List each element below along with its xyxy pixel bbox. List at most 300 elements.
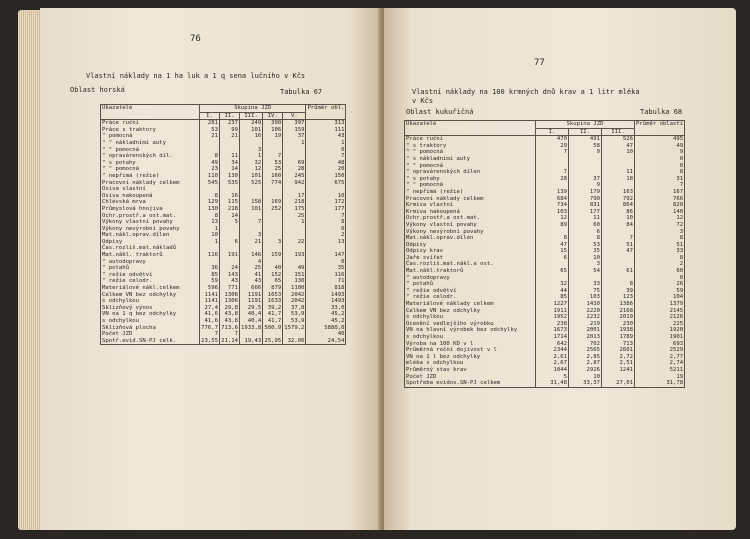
table-cell: 3 (263, 239, 283, 246)
table-cell: 158 (240, 199, 263, 206)
table-cell (283, 226, 306, 233)
table-cell: 3 (240, 232, 263, 239)
table-cell: 31 (635, 176, 685, 183)
table-cell: 14 (220, 213, 240, 220)
table-cell: 43 (240, 278, 263, 285)
row-label: Práce s traktory (101, 127, 200, 134)
row-label: " režie celodr. (101, 278, 200, 285)
table-row (101, 338, 346, 345)
table-cell (263, 193, 283, 200)
left-col-header: IV. (263, 112, 283, 120)
row-label: Mat.nákl.oprav.dílen (101, 232, 200, 239)
table-cell: 175 (283, 206, 306, 213)
row-label: Odpisy (101, 239, 200, 246)
row-label: Výkony vlastní povahy (405, 222, 536, 229)
table-cell: 19 (263, 133, 283, 140)
table-cell: 40 (263, 265, 283, 272)
left-col-header: I. (200, 112, 220, 120)
table-cell: 11 (220, 153, 240, 160)
right-table-label: Tabulka 68 (640, 108, 683, 116)
row-label: Materiálové nákl.celkem (101, 285, 200, 292)
table-row (405, 156, 685, 163)
table-cell: 10 (602, 215, 635, 222)
table-cell: 43 (306, 133, 346, 140)
table-cell: 37 (569, 176, 602, 183)
row-label: Výkony vlastní povahy (101, 219, 200, 226)
table-cell: 160 (263, 173, 283, 180)
table-cell: 53 (200, 127, 220, 134)
table-cell (283, 232, 306, 239)
table-cell: 7 (220, 331, 240, 338)
table-cell (200, 186, 220, 193)
table-row (405, 314, 685, 321)
table-cell: 792 (602, 196, 635, 203)
table-cell: 28 (536, 176, 569, 183)
table-cell: 545 (200, 180, 220, 187)
table-cell: 7 (306, 213, 346, 220)
row-label: " " pomocná (101, 147, 200, 154)
table-cell: 177 (306, 206, 346, 213)
right-col-indicator: Ukazatelé (405, 121, 536, 136)
table-cell: 766 (635, 196, 685, 203)
table-cell: 86 (602, 209, 635, 216)
table-row (101, 318, 346, 325)
table-cell: 37 (283, 133, 306, 140)
table-row (405, 136, 685, 143)
table-cell: 10 (200, 232, 220, 239)
table-row (101, 140, 346, 147)
table-cell: 2,85 (569, 354, 602, 361)
table-cell: 41,7 (263, 318, 283, 325)
table-cell: 666 (240, 285, 263, 292)
row-label: " s traktory (405, 143, 536, 150)
row-label: Práce ruční (101, 120, 200, 127)
row-label: " autodopravy (405, 275, 536, 282)
table-cell: 8 (635, 255, 685, 262)
table-row (101, 133, 346, 140)
left-col-header: II. (220, 112, 240, 120)
table-cell: 397 (283, 120, 306, 127)
table-cell: 23 (200, 166, 220, 173)
table-cell: 12 (635, 215, 685, 222)
table-cell: 32 (240, 160, 263, 167)
table-cell: 1306 (220, 298, 240, 305)
table-row (405, 268, 685, 275)
table-cell (602, 374, 635, 381)
table-cell: 33 (569, 281, 602, 288)
table-row (405, 281, 685, 288)
row-label: Průměrný stav krav (405, 367, 536, 374)
row-label: s odchylkou (405, 314, 536, 321)
table-row (101, 153, 346, 160)
table-cell: 238 (536, 321, 569, 328)
row-label: VN na 1 q bez odchylky (101, 311, 200, 318)
table-cell: 18 (602, 176, 635, 183)
table-cell: 249 (240, 120, 263, 127)
table-cell: 0 (306, 147, 346, 154)
table-cell: 2013 (569, 334, 602, 341)
table-cell: 5880,0 (306, 325, 346, 332)
row-label: Osiva nakoupená (101, 193, 200, 200)
table-cell: 61 (602, 268, 635, 275)
table-cell: 110 (200, 173, 220, 180)
table-row (405, 235, 685, 242)
table-cell: 9 (635, 149, 685, 156)
table-row (101, 311, 346, 318)
table-cell: 1430 (569, 301, 602, 308)
table-row (101, 206, 346, 213)
table-cell: 25 (240, 265, 263, 272)
table-cell: 40,4 (240, 318, 263, 325)
table-cell (283, 186, 306, 193)
row-label: Jaře svířat (405, 255, 536, 262)
row-label: s odchylkou (405, 334, 536, 341)
row-label: VN na hlavní výrobek bez odchylky (405, 327, 536, 334)
row-label: Ochr.prostř.a ost.mat. (101, 213, 200, 220)
table-cell (240, 213, 263, 220)
row-label: Celkem VN bez odchylky (101, 292, 200, 299)
table-cell: 580,9 (264, 324, 282, 331)
table-cell (569, 169, 602, 176)
table-cell: 1493 (306, 292, 346, 299)
row-label: s odchylkou (101, 318, 200, 325)
table-cell: 40,4 (240, 311, 263, 318)
table-cell (240, 245, 263, 252)
table-cell: 879 (263, 285, 283, 292)
table-row (101, 331, 346, 338)
table-cell: 2926 (569, 367, 602, 374)
table-cell: 8 (306, 219, 346, 226)
table-cell (263, 186, 283, 193)
table-cell (536, 261, 569, 268)
table-cell (263, 331, 283, 338)
table-cell: 9 (569, 182, 602, 189)
row-label: Mat.nákl. traktorů (101, 252, 200, 259)
table-row (405, 347, 685, 354)
table-cell: 1386 (602, 301, 635, 308)
table-cell: 1 (283, 219, 306, 226)
table-row (101, 325, 346, 332)
table-cell: 0 (635, 275, 685, 282)
table-cell: 13 (306, 239, 346, 246)
table-cell: 2220 (569, 308, 602, 315)
row-label: s odchylkou (101, 298, 200, 305)
table-cell (220, 232, 240, 239)
table-cell (602, 275, 635, 282)
left-col-group: Skupina JZD (200, 105, 306, 113)
table-cell: 0 (306, 226, 346, 233)
table-cell: 143 (220, 272, 240, 279)
row-label: VN na 1 l bez odchylky (405, 354, 536, 361)
table-cell: 151 (283, 272, 306, 279)
table-cell: 790 (569, 196, 602, 203)
table-row (405, 222, 685, 229)
table-cell: 29,5 (240, 305, 263, 312)
table-cell: 69 (283, 160, 306, 167)
row-label: " " nákladními auty (101, 140, 200, 147)
table-cell: 71 (306, 278, 346, 285)
table-cell: 16 (220, 193, 240, 200)
table-cell: 191 (220, 252, 240, 259)
table-cell: 16 (240, 133, 263, 140)
row-label: Čas.rozliš.mat.nákl.a ost. (405, 261, 536, 268)
table-cell: 8 (200, 193, 220, 200)
table-cell: 1952 (536, 314, 569, 321)
table-cell (283, 147, 306, 154)
left-col-avg: Průměr obl. (306, 105, 346, 120)
table-row (101, 298, 346, 305)
table-cell: 2001 (569, 327, 602, 334)
table-cell: 12 (240, 166, 263, 173)
table-cell: 1191 (240, 292, 263, 299)
table-cell: 219 (569, 321, 602, 328)
table-cell (240, 193, 263, 200)
table-cell: 7 (602, 235, 635, 242)
table-cell (536, 163, 569, 170)
table-cell: 31,48 (536, 380, 569, 387)
table-cell: 25,95 (264, 337, 282, 344)
row-label: Pracovní náklady celkem (101, 180, 200, 187)
row-label: " " pomocná (405, 182, 536, 189)
table-cell: 101 (240, 173, 263, 180)
table-row (101, 186, 346, 193)
row-label: " " pomocná (405, 149, 536, 156)
table-cell: 5 (220, 219, 240, 226)
table-cell: 9 (569, 149, 602, 156)
table-cell: 24 (220, 265, 240, 272)
table-cell: 21,14 (221, 337, 238, 344)
table-cell: 44 (536, 288, 569, 295)
row-label: mléka s odchylkou (405, 360, 536, 367)
table-cell: 11 (602, 169, 635, 176)
table-cell: 167 (635, 189, 685, 196)
table-row (405, 334, 685, 341)
table-cell: 734 (536, 202, 569, 209)
table-cell: 36 (200, 265, 220, 272)
table-cell: 1100 (283, 285, 306, 292)
table-cell: 1044 (536, 367, 569, 374)
table-cell: 2601 (602, 347, 635, 354)
table-cell: 8 (200, 213, 220, 220)
table-cell: 49 (635, 143, 685, 150)
table-cell: 7 (306, 153, 346, 160)
table-cell: 2,74 (635, 360, 685, 367)
table-cell: 5211 (635, 367, 685, 374)
table-cell: 2,77 (635, 354, 685, 361)
table-cell: 177 (569, 209, 602, 216)
table-cell: 130 (283, 278, 306, 285)
table-cell: 1306 (220, 292, 240, 299)
row-label: " pomocná (101, 133, 200, 140)
table-cell: 89 (536, 222, 569, 229)
table-cell: 1653 (263, 292, 283, 299)
table-cell (602, 255, 635, 262)
table-row (405, 242, 685, 249)
table-row (101, 127, 346, 134)
left-page-title: Vlastní náklady na 1 ha luk a 1 q sena lučního v Kčs (86, 72, 306, 80)
table-row (101, 199, 346, 206)
table-cell (220, 245, 240, 252)
row-label: Ocenění vedlejšího výrobku (405, 321, 536, 328)
table-cell: 103 (569, 294, 602, 301)
open-book (8, 2, 746, 534)
table-cell: 1714 (536, 334, 569, 341)
table-cell: 51 (602, 242, 635, 249)
table-cell: 41,6 (200, 318, 220, 325)
table-cell: 1673 (536, 327, 569, 334)
table-cell: 37,8 (283, 305, 306, 312)
table-cell: 123 (602, 294, 635, 301)
table-cell: 7 (200, 331, 220, 338)
table-cell: 7 (536, 169, 569, 176)
row-label: " s potahy (405, 176, 536, 183)
table-row (101, 292, 346, 299)
table-cell: 29 (536, 143, 569, 150)
table-cell: 1938 (602, 327, 635, 334)
table-cell: 1 (240, 153, 263, 160)
table-cell: 3 (569, 261, 602, 268)
table-cell (306, 245, 346, 252)
row-label: Spotřeba evidov.SN-PJ celkem (405, 380, 536, 387)
right-col-group: Skupina JZD (536, 121, 635, 129)
table-cell: 146 (240, 252, 263, 259)
table-cell: 1 (200, 226, 220, 233)
table-cell (240, 140, 263, 147)
table-cell: 179 (569, 189, 602, 196)
table-cell: 491 (569, 136, 602, 143)
left-table (100, 104, 346, 345)
table-cell (536, 156, 569, 163)
table-cell: 1141 (200, 298, 220, 305)
table-cell: 8 (200, 153, 220, 160)
table-cell: 535 (220, 180, 240, 187)
left-region: Oblast horská (70, 86, 125, 94)
row-label: " " pomocná (101, 166, 200, 173)
table-cell: 139 (536, 189, 569, 196)
table-cell: 85 (200, 272, 220, 279)
table-cell: 2232 (569, 314, 602, 321)
row-label: Práce ruční (405, 136, 536, 143)
table-cell: 22 (283, 239, 306, 246)
table-cell: 85 (536, 294, 569, 301)
row-label: " s nákladními auty (405, 156, 536, 163)
table-cell (306, 186, 346, 193)
table-cell: 159 (283, 127, 306, 134)
table-cell: 47 (536, 242, 569, 249)
table-cell: 1920 (635, 327, 685, 334)
table-cell: 2 (306, 232, 346, 239)
table-cell: 129 (200, 199, 220, 206)
table-cell (200, 147, 220, 154)
table-cell: 2042 (283, 298, 306, 305)
row-label: " s potahy (101, 160, 200, 167)
table-cell: 58 (569, 143, 602, 150)
table-cell: 0 (635, 156, 685, 163)
table-cell: 41,7 (263, 311, 283, 318)
table-cell: 47 (602, 248, 635, 255)
table-cell: 1901 (635, 334, 685, 341)
row-label: Výkony nevýrobní povahy (101, 226, 200, 233)
table-row (101, 252, 346, 259)
table-cell: 7 (240, 219, 263, 226)
table-cell: 25 (263, 166, 283, 173)
table-row (405, 275, 685, 282)
table-cell (602, 163, 635, 170)
table-cell: 252 (263, 206, 283, 213)
table-cell: 1 (200, 239, 220, 246)
table-row (405, 301, 685, 308)
row-label: Počet JZD (101, 331, 200, 338)
table-row (405, 182, 685, 189)
table-cell: 2168 (602, 308, 635, 315)
table-cell: 245 (283, 173, 306, 180)
table-cell: 147 (306, 252, 346, 259)
table-cell (220, 226, 240, 233)
table-cell: 2145 (635, 308, 685, 315)
table-cell: 35 (569, 248, 602, 255)
table-cell: 43,8 (220, 318, 240, 325)
table-cell: 820 (635, 202, 685, 209)
table-cell (220, 259, 240, 266)
table-cell: 23,55 (201, 337, 218, 344)
table-cell: 776,7 (201, 324, 218, 331)
left-col-header: III. (240, 112, 263, 120)
table-cell: 60 (569, 222, 602, 229)
table-cell: 111 (306, 127, 346, 134)
table-cell: 169 (263, 199, 283, 206)
table-cell: 713 (602, 341, 635, 348)
row-label: Sklizňová plocha (101, 325, 200, 332)
table-cell: 41 (240, 272, 263, 279)
table-row (101, 265, 346, 272)
table-cell: 24,54 (306, 338, 346, 345)
row-label: Výkony nevýrobní povahy (405, 229, 536, 236)
table-cell: 10 (602, 149, 635, 156)
page-number-right: 77 (534, 58, 545, 68)
table-cell: 45,2 (306, 318, 346, 325)
right-page-title: Vlastní náklady na 100 krmných dnů krav a 1 litr mléka v Kčs (412, 88, 640, 105)
table-row (405, 189, 685, 196)
table-cell: 774 (263, 180, 283, 187)
table-row (405, 308, 685, 315)
table-cell: 54 (569, 268, 602, 275)
table-row (101, 219, 346, 226)
right-col-avg: Průměr oblasti (635, 121, 685, 136)
table-cell: 7 (635, 182, 685, 189)
row-label: Čas.rozliš.mat.nákladů (101, 245, 200, 252)
table-cell (536, 275, 569, 282)
table-cell: 5 (536, 374, 569, 381)
table-row (101, 120, 346, 127)
table-cell: 1241 (602, 367, 635, 374)
table-cell (569, 156, 602, 163)
table-cell: 237 (220, 120, 240, 127)
table-cell: 43 (220, 278, 240, 285)
table-cell: 225 (635, 321, 685, 328)
table-cell (283, 259, 306, 266)
table-cell: 25 (283, 213, 306, 220)
table-cell: 159 (263, 252, 283, 259)
table-cell: 21 (220, 133, 240, 140)
table-row (405, 169, 685, 176)
table-cell: 2 (635, 261, 685, 268)
right-region: Oblast kukuřičná (406, 108, 474, 116)
table-cell: 13 (200, 219, 220, 226)
table-cell: 3 (240, 147, 263, 154)
table-cell: 104 (635, 294, 685, 301)
table-cell: 1 (283, 140, 306, 147)
table-cell: 32 (536, 281, 569, 288)
